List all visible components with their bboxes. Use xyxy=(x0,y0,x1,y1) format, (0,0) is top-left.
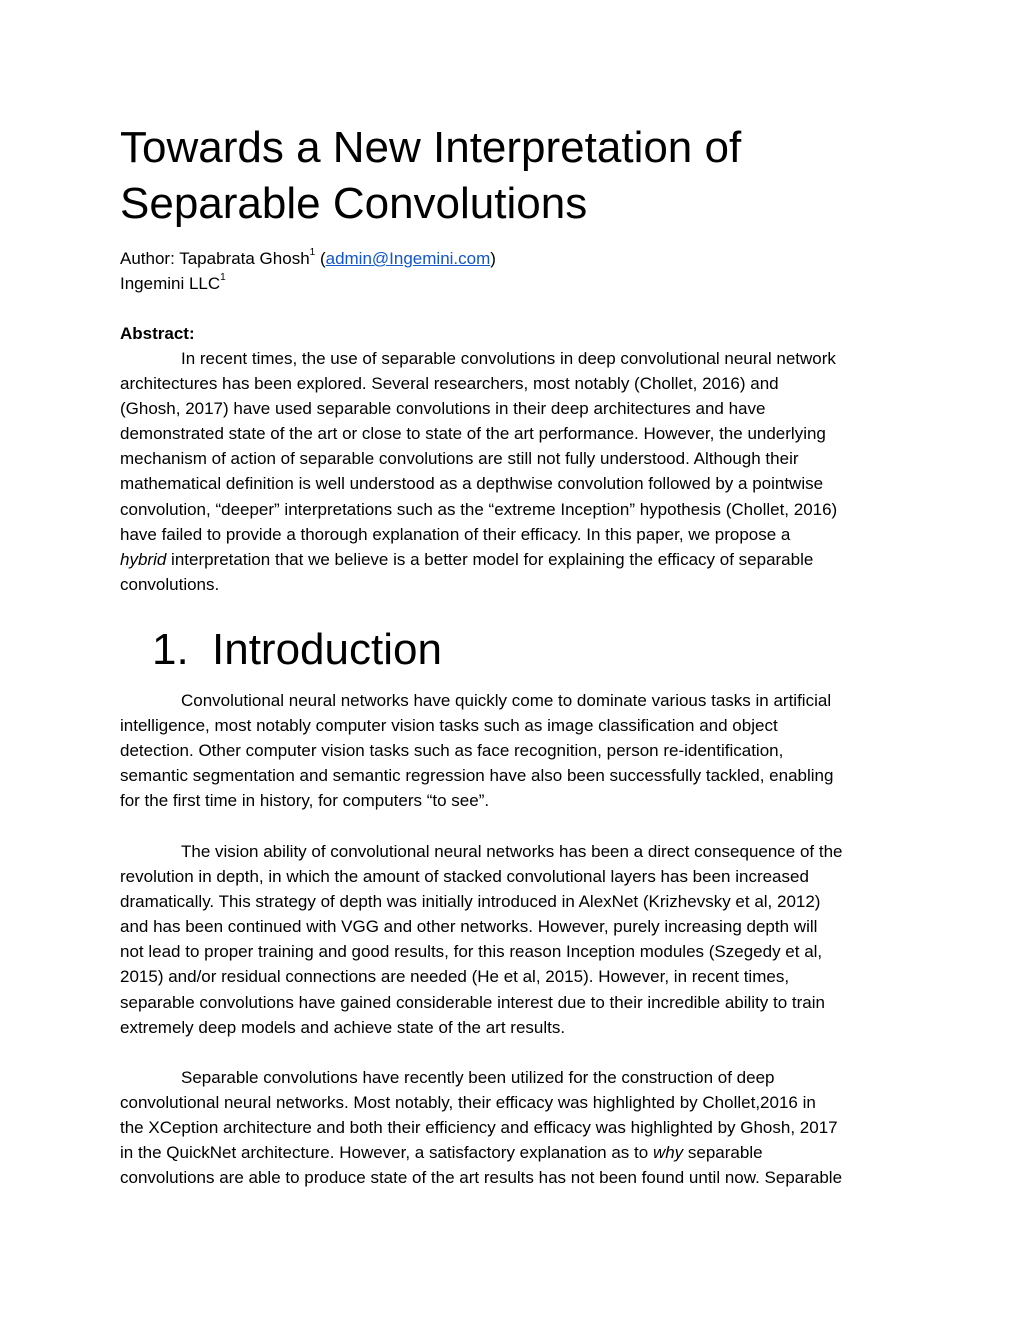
title-line-1: Towards a New Interpretation of xyxy=(120,123,742,172)
abstract-line: mechanism of action of separable convolutions are still not fully understood. Although their xyxy=(120,449,799,469)
author-email-link[interactable]: admin@Ingemini.com xyxy=(325,249,491,268)
abstract-line: architectures has been explored. Several researchers, most notably (Chollet, 2016) and xyxy=(120,374,779,394)
paragraph-line: semantic segmentation and semantic regression have also been successfully tackled, enabling xyxy=(120,766,834,786)
intro-paragraph-3 xyxy=(120,1065,920,1190)
paragraph-line: intelligence, most notably computer vision tasks such as image classification and object xyxy=(120,716,778,736)
line-segment: in the QuickNet architecture. However, a satisfactory explanation as to xyxy=(120,1143,653,1163)
abstract-line: In recent times, the use of separable convolutions in deep convolutional neural network xyxy=(181,349,836,368)
paragraph-line: the XCeption architecture and both their efficiency and efficacy was highlighted by Ghosh, 2017 xyxy=(120,1118,838,1138)
title-line-2: Separable Convolutions xyxy=(120,179,588,228)
paragraph-line: dramatically. This strategy of depth was initially introduced in AlexNet (Krizhevsky et al, 2012) xyxy=(120,892,821,912)
why-italic: why xyxy=(652,1143,684,1163)
intro-paragraph-2 xyxy=(120,839,920,1040)
hybrid-italic: hybrid xyxy=(120,549,167,569)
intro-paragraph-1 xyxy=(120,688,920,813)
paragraph-line: extremely deep models and achieve state of the art results. xyxy=(120,1017,566,1037)
abstract-line: convolution, “deeper” interpretations such as the “extreme Inception” hypothesis (Chollet, 2016) xyxy=(120,499,838,519)
paragraph-line: Convolutional neural networks have quickly come to dominate various tasks in artificial xyxy=(181,691,832,710)
section-heading-introduction xyxy=(152,622,442,678)
abstract-line xyxy=(120,547,920,572)
paragraph-line: not lead to proper training and good results, for this reason Inception modules (Szegedy et al, xyxy=(120,942,823,962)
paragraph-line xyxy=(120,1140,920,1165)
abstract-paragraph xyxy=(120,346,920,597)
abstract-heading: Abstract: xyxy=(120,324,195,343)
author-name: Author: Tapabrata Ghosh xyxy=(120,249,310,268)
abstract-line: have failed to provide a thorough explanation of their efficacy. In this paper, we propose a xyxy=(120,524,791,544)
paragraph-line: Separable convolutions have recently been utilized for the construction of deep xyxy=(181,1068,775,1087)
paragraph-line: convolutions are able to produce state of the art results has not been found until now. Separable xyxy=(120,1168,843,1188)
paragraph-line: separable convolutions have gained considerable interest due to their incredible ability to train xyxy=(120,992,825,1012)
author-line xyxy=(120,246,496,272)
author-open-paren: ( xyxy=(315,249,326,268)
abstract-line: (Ghosh, 2017) have used separable convolutions in their deep architectures and have xyxy=(120,399,766,419)
author-superscript: 1 xyxy=(309,247,316,258)
paragraph-line: 2015) and/or residual connections are needed (He et al, 2015). However, in recent times, xyxy=(120,967,790,987)
abstract-line: mathematical definition is well understood as a depthwise convolution followed by a pointwise xyxy=(120,474,824,494)
paragraph-line: convolutional neural networks. Most notably, their efficacy was highlighted by Chollet,2016 in xyxy=(120,1093,816,1113)
abstract-line: convolutions. xyxy=(120,574,220,594)
section-number: 1. xyxy=(152,625,189,674)
paragraph-line: for the first time in history, for computers “to see”. xyxy=(120,791,490,811)
paper-title xyxy=(120,120,910,232)
section-title: Introduction xyxy=(212,625,442,674)
affiliation-superscript: 1 xyxy=(220,272,226,283)
paragraph-line: and has been continued with VGG and other networks. However, purely increasing depth will xyxy=(120,917,818,937)
paragraph-line: The vision ability of convolutional neural networks has been a direct consequence of the xyxy=(181,842,843,861)
affiliation-line xyxy=(120,271,226,297)
author-close-paren: ) xyxy=(490,249,496,268)
paragraph-line: detection. Other computer vision tasks such as face recognition, person re-identification, xyxy=(120,741,784,761)
paragraph-line: revolution in depth, in which the amount of stacked convolutional layers has been increased xyxy=(120,867,809,887)
abstract-line: demonstrated state of the art or close to state of the art performance. However, the underlying xyxy=(120,424,826,444)
abstract-line-rest: interpretation that we believe is a better model for explaining the efficacy of separable xyxy=(166,549,814,569)
affiliation-name: Ingemini LLC xyxy=(120,274,221,293)
line-segment: separable xyxy=(683,1143,763,1163)
